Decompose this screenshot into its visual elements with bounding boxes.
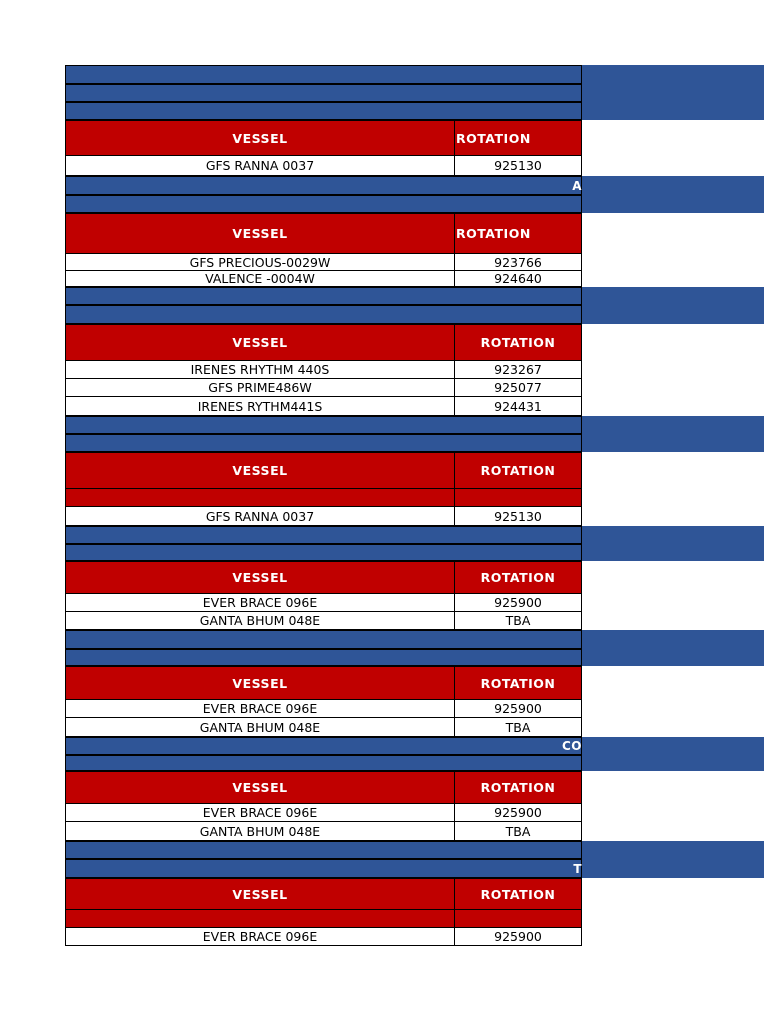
- section-band: [65, 544, 764, 561]
- section-band: [65, 630, 764, 649]
- table-row: [65, 700, 582, 718]
- vessel-cell: EVER BRACE 096E: [66, 928, 455, 945]
- table-row: [65, 594, 582, 612]
- section-band: [65, 287, 764, 305]
- rotation-cell: TBA: [505, 719, 531, 735]
- table-header: [65, 324, 582, 361]
- rotation-cell: 925077: [494, 380, 542, 395]
- vessel-column-header: VESSEL: [66, 562, 455, 593]
- table-row: [65, 254, 582, 271]
- rotation-column-header: ROTATION: [480, 675, 556, 691]
- rotation-cell: 925130: [494, 508, 542, 524]
- empty-cell: [66, 910, 455, 927]
- vessel-column-header: VESSEL: [66, 772, 455, 803]
- vessel-cell: GFS PRIME486W: [66, 379, 455, 396]
- section-band: [65, 841, 764, 859]
- section-band: [65, 526, 764, 544]
- vessel-cell: GFS RANNA 0037: [66, 156, 455, 175]
- table-row: [65, 507, 582, 526]
- table-header: [65, 666, 582, 700]
- section-band: [65, 84, 764, 102]
- table-row: [65, 928, 582, 946]
- rotation-column-header: ROTATION: [480, 780, 556, 795]
- empty-cell: [455, 489, 581, 506]
- empty-header-row: [65, 910, 582, 928]
- rotation-cell: 925900: [494, 701, 542, 716]
- rotation-cell: 925900: [494, 805, 542, 820]
- rotation-cell: TBA: [505, 613, 531, 628]
- empty-header-row: [65, 489, 582, 507]
- vessel-cell: IRENES RHYTHM 440S: [66, 361, 455, 378]
- section-band: [65, 102, 764, 120]
- empty-cell: [66, 489, 455, 506]
- section-band: [65, 195, 764, 213]
- vessel-column-header: VESSEL: [66, 214, 455, 253]
- vessel-cell: GANTA BHUM 048E: [66, 822, 455, 840]
- band-label: CO: [561, 739, 582, 753]
- band-label: A: [572, 178, 582, 193]
- table-row: [65, 271, 582, 287]
- table-header: [65, 561, 582, 594]
- rotation-column-header: ROTATION: [480, 463, 556, 478]
- rotation-cell: 925130: [494, 158, 542, 173]
- table-header: [65, 452, 582, 489]
- table-row: [65, 822, 582, 841]
- section-band: [65, 65, 764, 84]
- rotation-cell: 923267: [494, 362, 542, 377]
- section-band: [65, 649, 764, 666]
- rotation-cell: 923766: [494, 254, 542, 270]
- vessel-cell: EVER BRACE 096E: [66, 594, 455, 611]
- section-band: [65, 305, 764, 324]
- table-row: [65, 379, 582, 397]
- band-label: T: [573, 861, 582, 876]
- vessel-column-header: VESSEL: [66, 121, 455, 155]
- vessel-cell: EVER BRACE 096E: [66, 804, 455, 821]
- vessel-cell: IRENES RYTHM441S: [66, 397, 455, 415]
- empty-cell: [455, 910, 581, 927]
- table-row: [65, 612, 582, 630]
- rotation-column-header: ROTATION: [456, 226, 531, 241]
- vessel-cell: GFS RANNA 0037: [66, 507, 455, 525]
- section-band: [65, 176, 764, 195]
- section-band: [65, 416, 764, 434]
- vessel-cell: GANTA BHUM 048E: [66, 612, 455, 629]
- rotation-column-header: ROTATION: [480, 570, 556, 585]
- rotation-cell: 924640: [494, 271, 542, 286]
- table-header: [65, 120, 582, 156]
- section-band: [65, 755, 764, 771]
- section-band: [65, 737, 764, 755]
- vessel-cell: VALENCE -0004W: [66, 271, 455, 286]
- rotation-cell: TBA: [505, 823, 531, 839]
- table-row: [65, 804, 582, 822]
- rotation-column-header: ROTATION: [480, 335, 556, 350]
- vessel-column-header: VESSEL: [66, 325, 455, 360]
- vessel-column-header: VESSEL: [66, 453, 455, 488]
- vessel-cell: EVER BRACE 096E: [66, 700, 455, 717]
- table-header: [65, 771, 582, 804]
- vessel-column-header: VESSEL: [66, 879, 455, 909]
- table-header: [65, 878, 582, 910]
- rotation-cell: 925900: [494, 929, 542, 944]
- table-row: [65, 397, 582, 416]
- table-row: [65, 156, 582, 176]
- vessel-cell: GFS PRECIOUS-0029W: [66, 254, 455, 270]
- table-header: [65, 213, 582, 254]
- vessel-column-header: VESSEL: [66, 667, 455, 699]
- section-band: [65, 434, 764, 452]
- section-band: [65, 859, 764, 878]
- vessel-cell: GANTA BHUM 048E: [66, 718, 455, 736]
- rotation-column-header: ROTATION: [480, 886, 556, 902]
- table-row: [65, 361, 582, 379]
- rotation-column-header: ROTATION: [456, 130, 531, 146]
- rotation-cell: 925900: [494, 595, 542, 610]
- rotation-cell: 924431: [494, 398, 542, 414]
- table-row: [65, 718, 582, 737]
